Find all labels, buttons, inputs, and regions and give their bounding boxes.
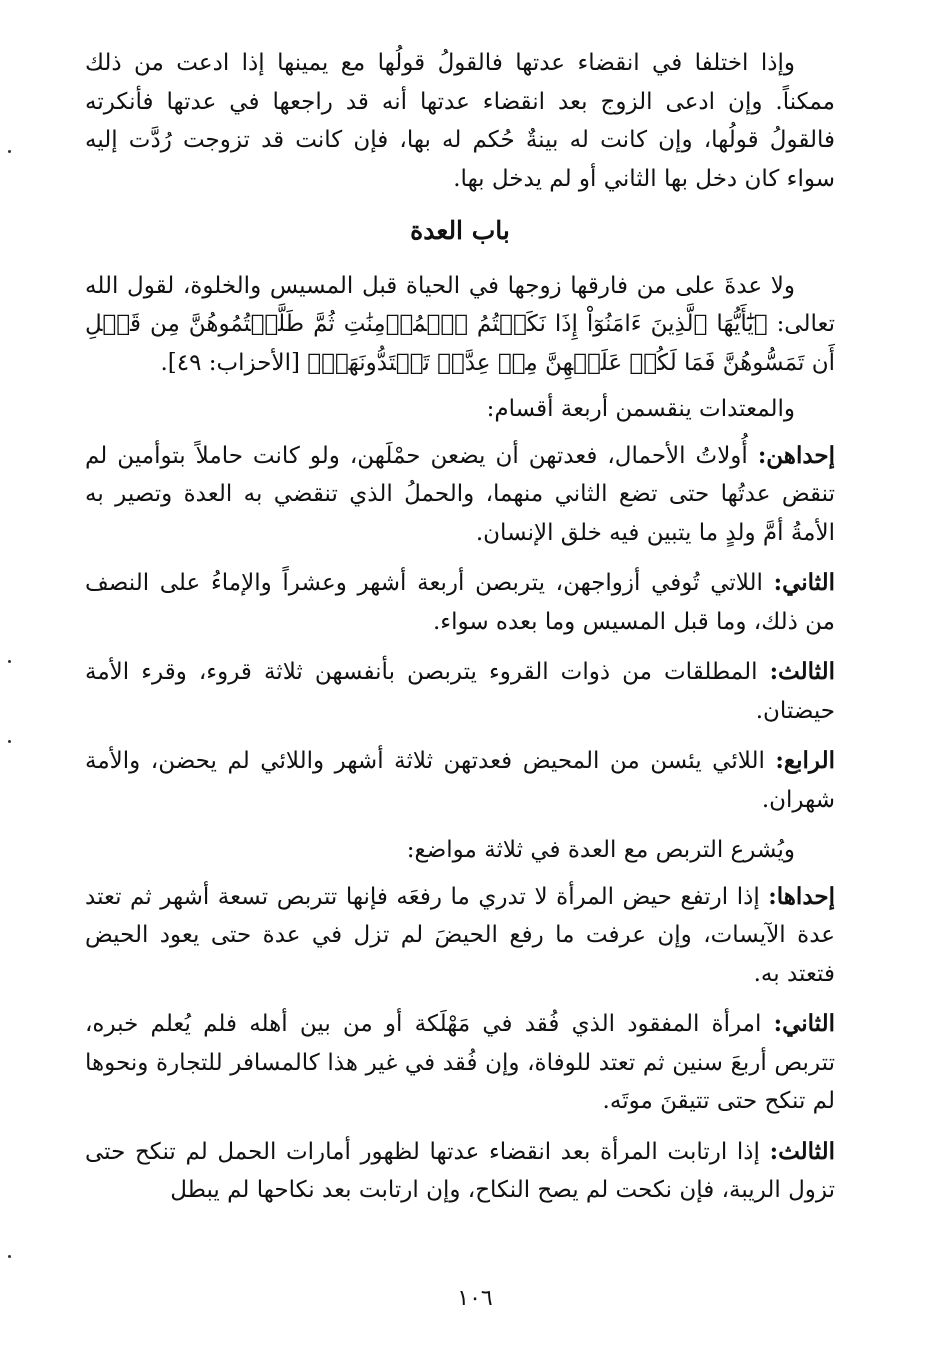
waiting-case-text: إذا ارتابت المرأة بعد انقضاء عدتها لظهور أمارات الحمل لم تنكح حتى تزول الريبة، فإن نكحت لم يصح النكاح، وإن ارتابت بعد نكاحها لم يبطل <box>85 1138 835 1203</box>
margin-dot <box>8 660 11 663</box>
waiting-case-text: امرأة المفقود الذي فُقد في مَهْلَكة أو من بين أهله فلم يُعلم خبره، تتربص أربعَ سنين ثم تعتد للوفاة، وإن فُقد في غير هذا كالمسافر للتجارة ونحوها لم تنكح حتى تتيقنَ موتَه. <box>85 1011 835 1114</box>
categories-intro: والمعتدات ينقسمن أربعة أقسام: <box>486 396 795 422</box>
section-title: باب العدة <box>410 216 510 245</box>
margin-dot <box>8 1255 11 1258</box>
waiting-case <box>85 878 835 994</box>
category-item <box>85 564 835 641</box>
waiting-case <box>85 1133 835 1210</box>
page-number: ١٠٦ <box>457 1286 493 1311</box>
category-item <box>85 437 835 553</box>
category-text: اللائي يئسن من المحيض فعدتهن ثلاثة أشهر واللائي لم يحضن، والأمة شهران. <box>85 748 835 813</box>
category-lead: الرابع: <box>775 747 835 774</box>
waiting-case-lead: الثالث: <box>769 1137 836 1165</box>
waiting-case-lead: الثاني: <box>773 1010 835 1037</box>
waiting-case-text: إذا ارتفع حيض المرأة لا تدري ما رفعَه فإنها تتربص تسعة أشهر ثم تعتد عدة الآيسات، وإن عرفت ما رفع الحيضَ لم تزل في عدة حتى يعود الحيض فتعتد به. <box>85 883 835 987</box>
margin-dot <box>8 150 11 153</box>
margin-dot <box>8 740 11 743</box>
category-item <box>85 653 835 730</box>
opening-text: ولا عدةَ على من فارقها زوجها في الحياة قبل المسيس والخلوة، لقول الله تعالى: <box>85 272 835 337</box>
category-text: أُولاتُ الأحمال، فعدتهن أن يضعن حمْلَهن، ولو كانت حاملاً بتوأمين لم تنقض عدتُها حتى تضع الثاني منهما، والحملُ الذي تنقضي به العدة وتصير به الأمةُ أمَّ ولدٍ ما يتبين فيه خلق الإنسان. <box>85 442 835 546</box>
waiting-intro: ويُشرع التربص مع العدة في ثلاثة مواضع: <box>406 837 795 863</box>
category-lead: إحداهن: <box>757 441 836 469</box>
category-lead: الثاني: <box>773 569 836 596</box>
waiting-case-lead: إحداها: <box>768 882 835 910</box>
category-lead: الثالث: <box>769 658 835 685</box>
opening-paragraph <box>85 267 835 383</box>
page-body <box>85 44 835 1210</box>
quran-verse: ﴿يَٰٓأَيُّهَا ٱلَّذِينَ ءَامَنُوٓاْ إِذَا نَكَحۡتُمُ ٱلۡمُؤۡمِنَٰتِ ثُمَّ طَلَّقۡتُمُوهُنَّ مِن قَبۡلِ أَن تَمَسُّوهُنَّ فَمَا لَكُمۡ عَلَيۡهِنَّ مِنۡ عِدَّةٖ تَعۡتَدُّونَهَاۖ﴾ <box>85 311 835 376</box>
category-text: المطلقات من ذوات القروء يتربصن بأنفسهن ثلاثة قروء، وقرء الأمة حيضتان. <box>85 659 835 724</box>
category-item <box>85 742 835 819</box>
waiting-case <box>85 1005 835 1121</box>
category-text: اللاتي تُوفي أزواجهن، يتربصن أربعة أشهر وعشراً والإماءُ على النصف من ذلك، وما قبل المسيس وما بعده سواء. <box>85 570 835 635</box>
verse-citation: [الأحزاب: ٤٩]. <box>160 349 300 376</box>
intro-paragraph: وإذا اختلفا في انقضاء عدتها فالقولُ قولُها مع يمينها إذا ادعت من ذلك ممكناً. وإن ادعى الزوج بعد انقضاء عدتها أنه قد راجعها في عدتها فأنكرته فالقولُ قولُها، وإن كانت له بينةٌ حُكم له بها، فإن كانت قد تزوجت رُدَّت إليه سواء كان دخل بها الثاني أو لم يدخل بها. <box>85 50 835 192</box>
